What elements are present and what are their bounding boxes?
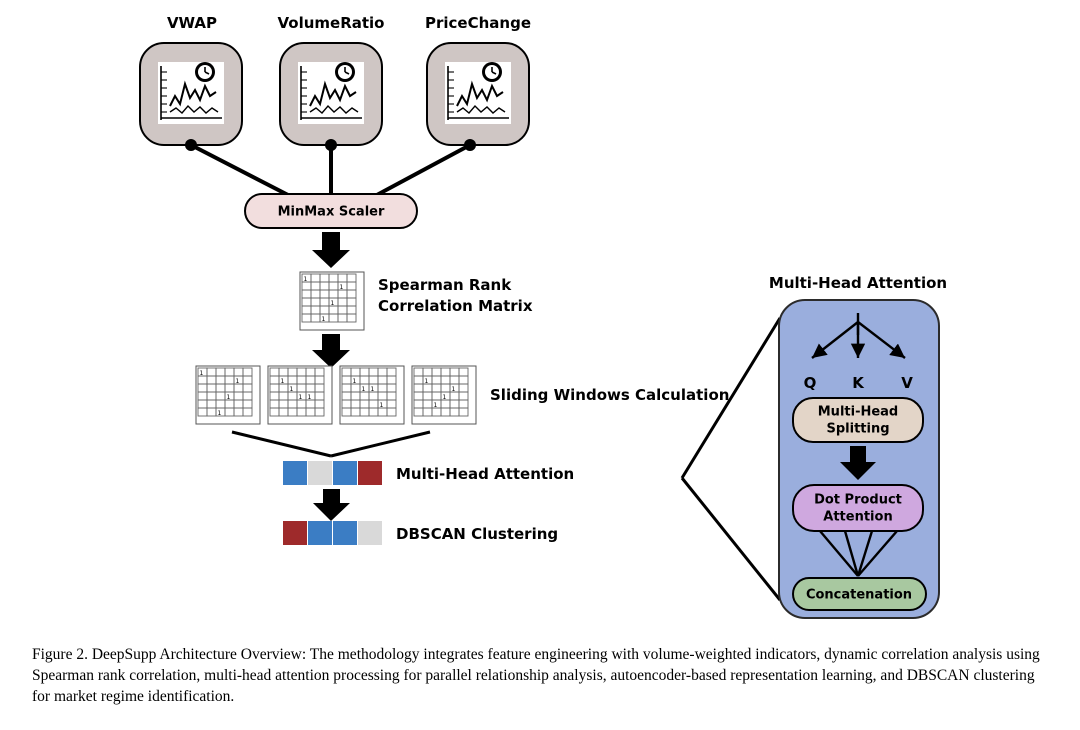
dot-product-attention-node (793, 485, 923, 531)
multihead-attention-row (283, 461, 382, 485)
multihead-splitting-label-line1: Multi-Head (817, 404, 899, 420)
sliding-window-matrix (412, 366, 476, 424)
svg-text:1: 1 (280, 378, 285, 385)
multihead-splitting-node (793, 398, 923, 442)
dot-product-attention-label-line1: Dot Product (814, 492, 902, 508)
svg-text:1: 1 (217, 410, 222, 417)
svg-text:1: 1 (339, 284, 344, 291)
input-node-pricechange (427, 43, 529, 145)
input-connectors (185, 139, 476, 196)
input-label-volumeratio: VolumeRatio (277, 14, 385, 32)
minmax-scaler-node (245, 194, 417, 228)
sliding-window-matrix (340, 366, 404, 424)
input-node-vwap (140, 43, 242, 145)
svg-text:1: 1 (442, 394, 447, 401)
correlation-label-line1: Spearman Rank (378, 276, 512, 294)
sliding-windows-group (196, 366, 476, 424)
sliding-window-matrix (268, 366, 332, 424)
svg-text:1: 1 (352, 378, 357, 385)
svg-text:1: 1 (235, 378, 240, 385)
minmax-scaler-label: MinMax Scaler (277, 204, 385, 220)
qkv-label-q: Q (803, 374, 817, 392)
svg-text:1: 1 (433, 402, 438, 409)
multihead-attention-detail-panel (779, 300, 939, 618)
multihead-attention-row-label: Multi-Head Attention (396, 465, 575, 483)
input-label-pricechange: PriceChange (425, 14, 531, 32)
qkv-label-k: K (852, 374, 864, 392)
svg-text:1: 1 (424, 378, 429, 385)
concatenation-node (793, 578, 926, 610)
caption-text: DeepSupp Architecture Overview: The methodology integrates feature engineering with volume-weighted indicators, dynamic correlation analysis using Spearman rank correlation, multi-head attention processing for parallel relationship analysis, autoencoder-based representation learning, and DBSCAN clustering for market regime identification. (32, 646, 1040, 705)
svg-text:1: 1 (303, 276, 308, 283)
dbscan-clustering-label: DBSCAN Clustering (396, 525, 559, 543)
arrow-matrix-to-windows (312, 334, 350, 368)
spearman-correlation-matrix (300, 272, 364, 330)
detail-panel-title: Multi-Head Attention (768, 274, 948, 292)
svg-text:1: 1 (370, 386, 375, 393)
qkv-label-v: V (901, 374, 913, 392)
dbscan-clustering-row (283, 521, 382, 545)
svg-text:1: 1 (199, 370, 204, 377)
callout-connector (682, 318, 780, 600)
svg-text:1: 1 (307, 394, 312, 401)
svg-text:1: 1 (226, 394, 231, 401)
stock-chart-icon (445, 62, 511, 124)
svg-text:1: 1 (298, 394, 303, 401)
dot-product-attention-label-line2: Attention (823, 509, 893, 525)
correlation-label-line2: Correlation Matrix (378, 297, 533, 315)
svg-text:1: 1 (451, 386, 456, 393)
arrow-attention-to-dbscan (313, 489, 350, 521)
svg-text:1: 1 (321, 316, 326, 323)
stock-chart-icon (158, 62, 224, 124)
svg-text:1: 1 (361, 386, 366, 393)
sliding-window-matrix (196, 366, 260, 424)
svg-text:1: 1 (330, 300, 335, 307)
caption-prefix: Figure 2. (32, 646, 88, 663)
input-label-vwap: VWAP (166, 14, 218, 32)
svg-text:1: 1 (379, 402, 384, 409)
figure-caption (32, 645, 1052, 708)
sliding-windows-label: Sliding Windows Calculation (490, 386, 730, 404)
multihead-splitting-label-line2: Splitting (826, 421, 890, 437)
stock-chart-icon (298, 62, 364, 124)
input-node-volumeratio (280, 43, 382, 145)
windows-to-attention-connector (232, 432, 430, 456)
svg-text:1: 1 (289, 386, 294, 393)
concatenation-label: Concatenation (805, 587, 913, 603)
arrow-scaler-to-matrix (312, 232, 350, 268)
